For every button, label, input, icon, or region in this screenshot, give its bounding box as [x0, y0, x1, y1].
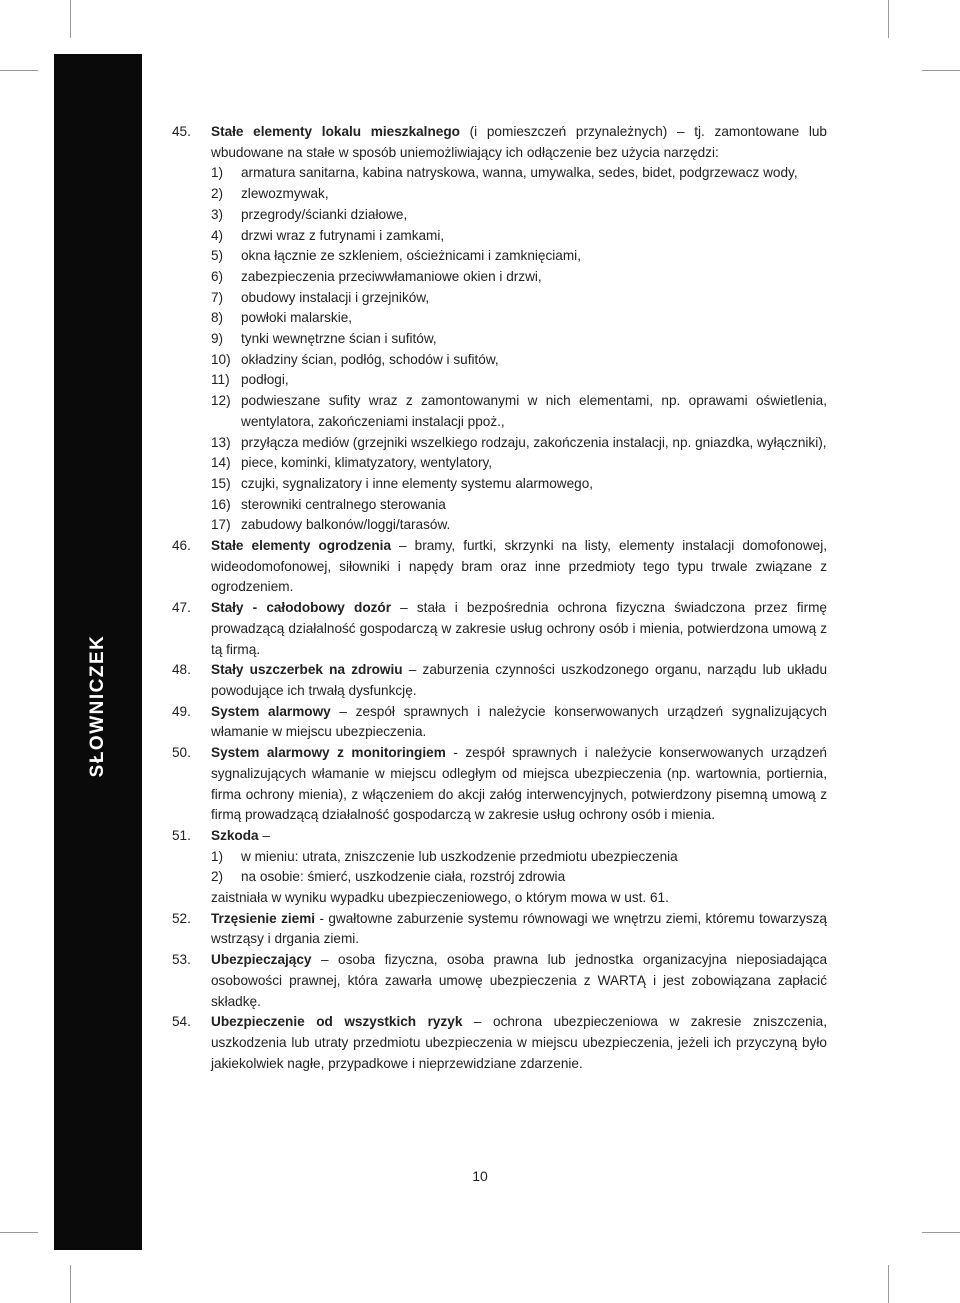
list-item-number: 6): [211, 268, 224, 284]
list-item-text: okna łącznie ze szkleniem, ościeżnicami i zamknięciami,: [241, 248, 581, 264]
list-item-text: zabudowy balkonów/loggi/tarasów.: [241, 517, 451, 533]
list-item: [211, 205, 827, 226]
entry-closing-text: zaistniała w wyniku wypadku ubezpieczeniowego, o którym mowa w ust. 61.: [211, 890, 669, 906]
list-item-number: 10): [211, 351, 231, 367]
entry-definition: [211, 950, 827, 1012]
list-item-number: 2): [211, 869, 224, 885]
entry-number: 52.: [172, 910, 191, 926]
glossary-entry: [172, 743, 827, 826]
list-item-text: podwieszane sufity wraz z zamontowanymi w nich elementami, np. oprawami oświetlenia, wentylatora, zakończeniami instalacji ppoż.,: [241, 393, 827, 429]
entry-number: 49.: [172, 703, 191, 719]
crop-mark: [922, 70, 960, 71]
list-item-number: 7): [211, 289, 224, 305]
crop-mark: [70, 0, 71, 38]
list-item-text: obudowy instalacji i grzejników,: [241, 289, 430, 305]
entry-text: – zaburzenia czynności uszkodzonego organu, narządu lub układu powodujące ich trwałą dysfunkcję.: [211, 662, 828, 698]
list-item-text: piece, kominki, klimatyzatory, wentylatory,: [241, 455, 493, 471]
glossary-entry: [172, 598, 827, 660]
crop-mark: [0, 1232, 38, 1233]
list-item: [211, 453, 827, 474]
glossary-entry: [172, 536, 827, 598]
list-item-number: 13): [211, 434, 231, 450]
glossary-entry: [172, 1012, 827, 1074]
list-item: [211, 226, 827, 247]
entry-text: (i pomieszczeń przynależnych) – tj. zamontowane lub wbudowane na stałe w sposób uniemożliwiający ich odłączenie bez użycia narzędzi:: [211, 124, 827, 160]
entry-text: – bramy, furtki, skrzynki na listy, elementy instalacji domofonowej, wideodomofonowej, siłowniki i napędy bram oraz inne przedmioty tego typu trwale związane z ogrodzeniem.: [211, 538, 828, 595]
glossary-entry: [172, 702, 827, 743]
entry-term: Stałe elementy ogrodzenia: [211, 538, 392, 554]
list-item-text: podłogi,: [241, 372, 289, 388]
list-item-number: 9): [211, 331, 224, 347]
section-label: SŁOWNICZEK: [87, 634, 108, 778]
entry-definition: [211, 660, 827, 701]
section-sidebar: [54, 54, 142, 1250]
crop-mark: [922, 1232, 960, 1233]
glossary-entry: [172, 826, 827, 909]
entry-number: 54.: [172, 1014, 191, 1030]
crop-mark: [888, 1265, 889, 1303]
list-item: [211, 350, 827, 371]
entry-text: – zespół sprawnych i należycie konserwowanych urządzeń sygnalizujących włamanie w miejscu ubezpieczenia.: [211, 703, 827, 740]
list-item: [211, 288, 827, 309]
entry-term: Ubezpieczający: [211, 952, 312, 968]
list-item-text: zabezpieczenia przeciwwłamaniowe okien i drzwi,: [241, 268, 542, 284]
list-item-text: powłoki malarskie,: [241, 310, 353, 326]
list-item: [211, 495, 827, 516]
crop-mark: [70, 1265, 71, 1303]
list-item-text: drzwi wraz z futrynami i zamkami,: [241, 227, 445, 243]
list-item-number: 1): [211, 848, 224, 864]
entry-definition: [211, 1012, 827, 1074]
list-item-number: 2): [211, 186, 224, 202]
entry-text: – stała i bezpośrednia ochrona fizyczna świadczona przez firmę prowadzącą działalność gospodarczą w zakresie usług ochrony osób i mienia, potwierdzona umową z tą firmą.: [211, 600, 827, 657]
entry-text: – osoba fizyczna, osoba prawna lub jednostka organizacyjna nieposiadająca osobowości prawnej, która zawarła umowę ubezpieczenia z WARTĄ i jest zobowiązana zapłacić składkę.: [211, 952, 827, 1009]
entry-definition: [211, 598, 827, 660]
entry-number: 45.: [172, 124, 191, 139]
entry-text: – ochrona ubezpieczeniowa w zakresie zniszczenia, uszkodzenia lub utraty przedmiotu ubezpieczenia w miejscu ubezpieczenia, jeżeli ich przyczyną było jakiekolwiek nagłe, przypadkowe i nieprzewidziane zdarzenie.: [211, 1014, 827, 1071]
glossary-entry: [172, 909, 827, 950]
entry-definition: [211, 826, 827, 847]
entry-term: Stałe elementy lokalu mieszkalnego: [211, 124, 460, 139]
entry-term: System alarmowy z monitoringiem: [211, 745, 446, 761]
list-item-number: 17): [211, 517, 231, 533]
entry-term: Stały uszczerbek na zdrowiu: [211, 662, 403, 678]
list-item: [211, 433, 827, 454]
list-item-text: na osobie: śmierć, uszkodzenie ciała, rozstrój zdrowia: [241, 869, 566, 885]
entry-text: - gwałtowne zaburzenie systemu równowagi we wnętrzu ziemi, któremu towarzyszą wstrząsy i drgania ziemi.: [211, 910, 827, 947]
list-item-text: zlewozmywak,: [241, 186, 329, 202]
list-item: [211, 246, 827, 267]
crop-mark: [888, 0, 889, 38]
entry-text: –: [258, 827, 270, 843]
entry-definition: [211, 702, 827, 743]
list-item-number: 12): [211, 393, 231, 409]
list-item-text: tynki wewnętrzne ścian i sufitów,: [241, 331, 437, 347]
list-item: [211, 308, 827, 329]
list-item-number: 8): [211, 310, 224, 326]
glossary-entry: [172, 122, 827, 536]
list-item: [211, 847, 827, 868]
entry-number: 46.: [172, 538, 191, 554]
entry-term: Szkoda: [211, 827, 259, 843]
crop-mark: [0, 70, 38, 71]
list-item-text: armatura sanitarna, kabina natryskowa, wanna, umywalka, sedes, bidet, podgrzewacz wody,: [241, 165, 798, 181]
list-item-number: 3): [211, 206, 224, 222]
entry-term: System alarmowy: [211, 703, 331, 719]
list-item-number: 16): [211, 496, 231, 512]
list-item-number: 11): [211, 372, 230, 388]
glossary-content: [172, 122, 827, 1074]
list-item: [211, 267, 827, 288]
entry-text: - zespół sprawnych i należycie konserwowanych urządzeń sygnalizujących włamanie w miejscu odległym od miejsca ubezpieczenia (np. wartownia, portiernia, firma ochrony mienia), z włączeniem do akcji załóg interwencyjnych, potwierdzony pisemną umową z firmą prowadzącą działalność gospodarczą w zakresie usług ochrony osób i mienia.: [211, 745, 827, 823]
list-item: [211, 474, 827, 495]
entry-definition: [211, 122, 827, 163]
list-item: [211, 184, 827, 205]
entry-number: 48.: [172, 662, 191, 678]
entry-number: 53.: [172, 952, 191, 968]
list-item-text: przegrody/ścianki działowe,: [241, 206, 408, 222]
list-item-number: 5): [211, 248, 224, 264]
entry-term: Ubezpieczenie od wszystkich ryzyk: [211, 1014, 463, 1030]
list-item-number: 14): [211, 455, 231, 471]
page-number: 10: [472, 1168, 488, 1184]
list-item-text: w mieniu: utrata, zniszczenie lub uszkodzenie przedmiotu ubezpieczenia: [241, 848, 678, 864]
glossary-entry: [172, 950, 827, 1012]
list-item: [211, 867, 827, 888]
entry-number: 51.: [172, 827, 191, 843]
list-item-text: sterowniki centralnego sterowania: [241, 496, 446, 512]
entry-term: Stały - całodobowy dozór: [211, 600, 392, 616]
list-item-number: 4): [211, 227, 224, 243]
list-item: [211, 370, 827, 391]
list-item-number: 15): [211, 475, 231, 491]
entry-definition: [211, 536, 827, 598]
entry-definition: [211, 909, 827, 950]
entry-term: Trzęsienie ziemi: [211, 910, 316, 926]
list-item-text: okładziny ścian, podłóg, schodów i sufitów,: [241, 351, 499, 367]
list-item: [211, 515, 827, 536]
list-item-text: czujki, sygnalizatory i inne elementy systemu alarmowego,: [241, 475, 594, 491]
entry-definition: [211, 743, 827, 826]
list-item-text: przyłącza mediów (grzejniki wszelkiego rodzaju, zakończenia instalacji, np. gniazdka, wyłączniki),: [241, 434, 827, 450]
list-item: [211, 163, 827, 184]
list-item: [211, 329, 827, 350]
list-item-number: 1): [211, 165, 224, 181]
list-item: [211, 391, 827, 432]
glossary-entry: [172, 660, 827, 701]
entry-number: 47.: [172, 600, 191, 616]
entry-number: 50.: [172, 745, 191, 761]
